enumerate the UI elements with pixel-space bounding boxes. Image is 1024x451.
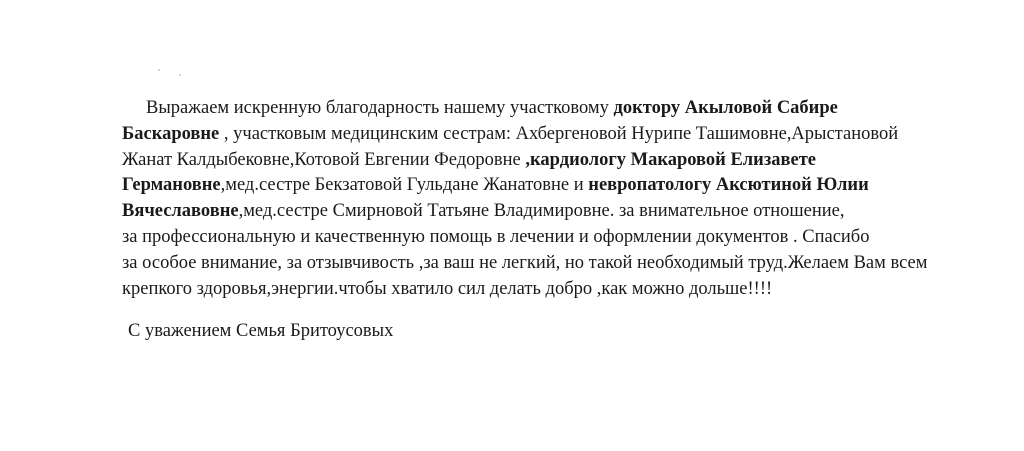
text-segment: ,мед.сестре Бекзатовой Гульдане Жанатовне и xyxy=(220,175,589,196)
doctor-name: доктору Акыловой Сабире Баскаровне xyxy=(122,98,838,144)
scan-speck xyxy=(179,74,181,76)
neurologist-name: невропатологу Аксютиной Юлии Вячеславовне xyxy=(122,175,869,222)
letter-body xyxy=(122,96,1012,302)
scan-speck xyxy=(158,69,160,71)
text-segment: , участковым медицинским сестрам: Ахбергеновой Нурипе Ташимовне,Арыстановой Жанат Калдыбековне,Котовой Евгении Федоровне xyxy=(122,123,899,170)
gratitude-paragraph xyxy=(122,96,1012,302)
text-segment: Выражаем искренную благодарность нашему участковому xyxy=(146,98,614,118)
signature: С уважением Семья Бритоусовых xyxy=(128,321,394,341)
text-segment: ,мед.сестре Смирновой Татьяне Владимировне. за внимательное отношение, за профессиональную и качественную помощь в лечении и оформлении документов . Спасибо за особое внимание, за отзывчивость ,за ваш не легкий, но такой необходимый труд.Желаем Вам всем крепкого здоровья,энергии.чтобы хватило сил делать добро ,как можно дольше!!!! xyxy=(122,201,928,299)
cardiologist-name: ,кардиологу Макаровой Елизавете Германовне xyxy=(122,149,817,196)
